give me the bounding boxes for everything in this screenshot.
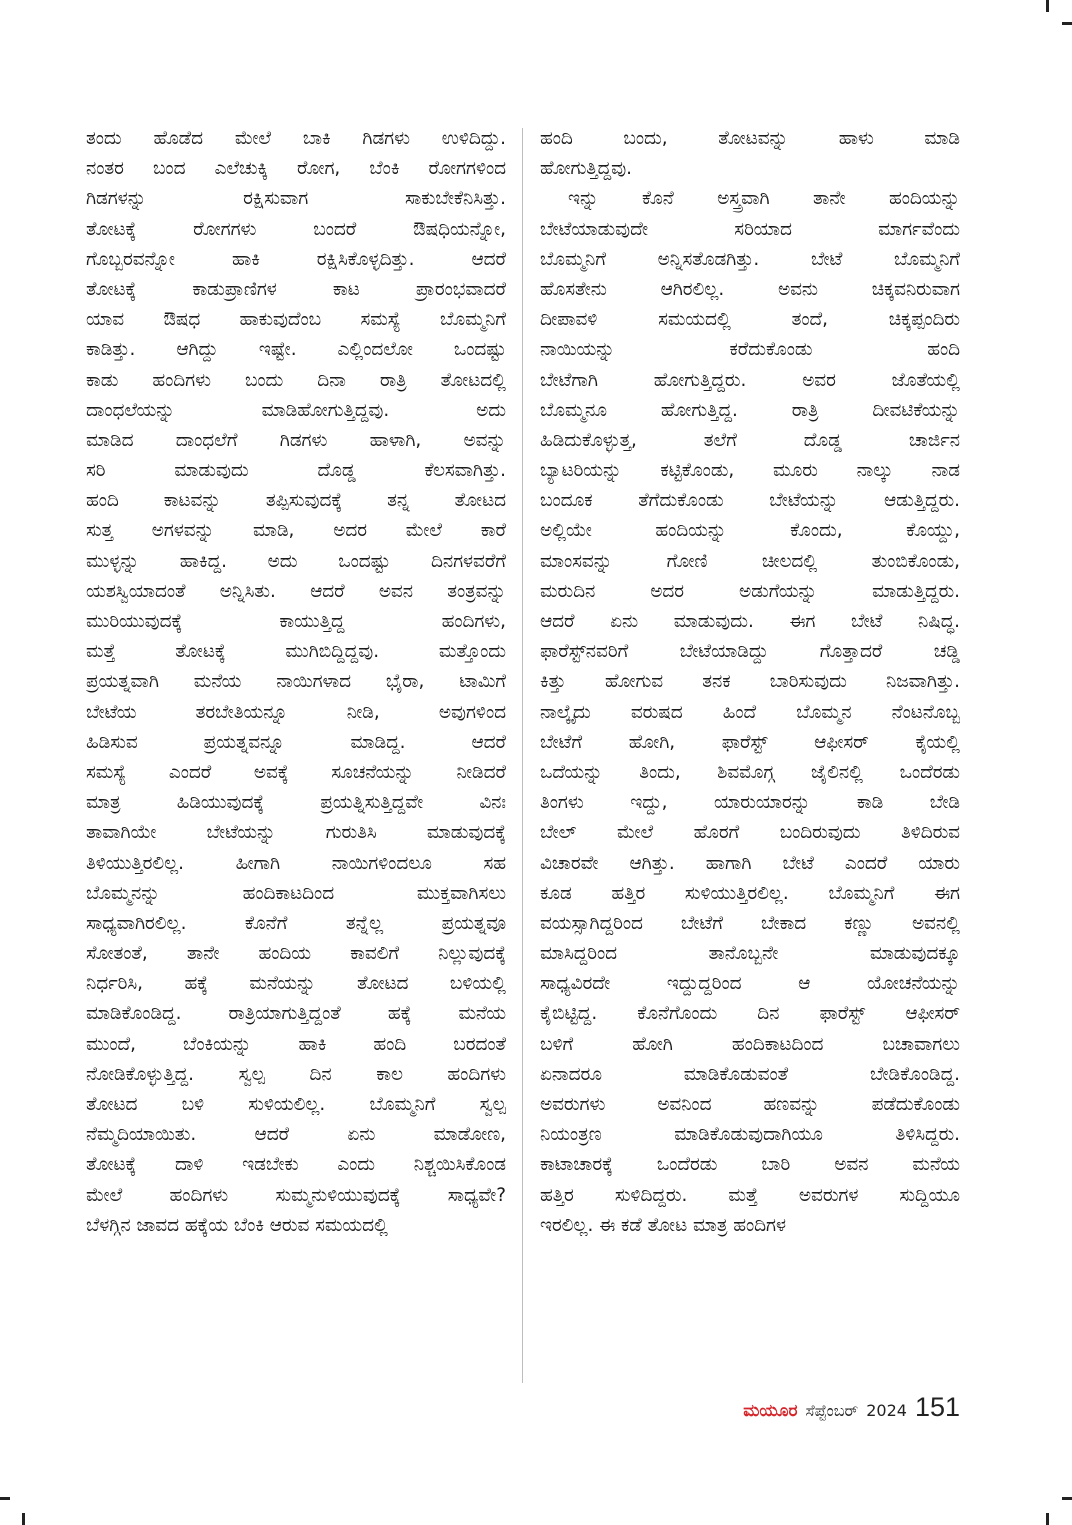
text-line: ಕಿತ್ತು ಹೋಗುವ ತನಕ ಬಾರಿಸುವುದು ನಿಜವಾಗಿತ್ತು. xyxy=(540,671,960,693)
text-line: ಕಾಡಿತ್ತು. ಆಗಿದ್ದು ಇಷ್ಟೇ. ಎಲ್ಲಿಂದಲೋ ಒಂದಷ್ಟು xyxy=(86,339,506,361)
text-line: ನಾಲ್ಕೈದು ವರುಷದ ಹಿಂದೆ ಬೊಮ್ಮನ ನೆಂಟನೊಬ್ಬ xyxy=(540,701,960,723)
text-line: ಬ್ಯಾಟರಿಯನ್ನು ಕಟ್ಟಿಕೊಂಡು, ಮೂರು ನಾಲ್ಕು ನಾಡ xyxy=(540,460,960,482)
text-line: ನಂತರ ಬಂದ ಎಲೆಚುಕ್ಕಿ ರೋಗ, ಬೆಂಕಿ ರೋಗಗಳಿಂದ xyxy=(86,158,506,180)
article-column-right xyxy=(540,124,960,1241)
text-line: ಯಶಸ್ವಿಯಾದಂತೆ ಅನ್ನಿಸಿತು. ಆದರೆ ಅವನ ತಂತ್ರವನ್ನು xyxy=(86,580,506,602)
text-line: ಆದರೆ ಏನು ಮಾಡುವುದು. ಈಗ ಬೇಟೆ ನಿಷಿದ್ಧ. xyxy=(540,611,960,632)
text-line: ಬೊಮ್ಮನನ್ನು ಹಂದಿಕಾಟದಿಂದ ಮುಕ್ತವಾಗಿಸಲು xyxy=(86,882,506,904)
text-line: ಹೋಗುತ್ತಿದ್ದವು. xyxy=(540,158,633,180)
text-line: ಗೊಬ್ಬರವನ್ನೋ ಹಾಕಿ ರಕ್ಷಿಸಿಕೊಳ್ಳದಿತ್ತು. ಆದರೆ xyxy=(86,248,506,270)
text-line: ಸುತ್ತ ಅಗಳವನ್ನು ಮಾಡಿ, ಅದರ ಮೇಲೆ ಕಾರೆ xyxy=(86,520,506,542)
text-line: ಬಂದೂಕ ತೆಗೆದುಕೊಂಡು ಬೇಟೆಯನ್ನು ಆಡುತ್ತಿದ್ದರು. xyxy=(540,490,960,512)
text-line: ಬೇಟೆಗೆ ಹೋಗಿ, ಫಾರೆಸ್ಟ್ ಆಫೀಸರ್ ಕೈಯಲ್ಲಿ xyxy=(540,731,960,753)
text-line: ಬಳಿಗೆ ಹೋಗಿ ಹಂದಿಕಾಟದಿಂದ ಬಚಾವಾಗಲು xyxy=(540,1033,960,1055)
text-line: ಬೇಟೆಗಾಗಿ ಹೋಗುತ್ತಿದ್ದರು. ಅವರ ಜೊತೆಯಲ್ಲಿ xyxy=(540,369,960,391)
text-line: ತೋಟಕ್ಕೆ ರೋಗಗಳು ಬಂದರೆ ಔಷಧಿಯನ್ನೋ, xyxy=(86,218,506,240)
text-line: ಹಂದಿ ಬಂದು, ತೋಟವನ್ನು ಹಾಳು ಮಾಡಿ xyxy=(540,128,960,149)
text-line: ನಾಯಿಯನ್ನು ಕರೆದುಕೊಂಡು ಹಂದಿ xyxy=(540,339,960,361)
text-line: ಅವರುಗಳು ಅವನಿಂದ ಹಣವನ್ನು ಪಡೆದುಕೊಂಡು xyxy=(540,1094,960,1115)
text-line: ಮಾಡಿದ ದಾಂಧಲೆಗೆ ಗಿಡಗಳು ಹಾಳಾಗಿ, ಅವನ್ನು xyxy=(86,429,506,451)
text-line: ಒದೆಯನ್ನು ತಿಂದು, ಶಿವಮೊಗ್ಗ ಜೈಲಿನಲ್ಲಿ ಒಂದೆರಡು xyxy=(540,761,960,783)
text-line: ಸೋತಂತೆ, ತಾನೇ ಹಂದಿಯ ಕಾವಲಿಗೆ ನಿಲ್ಲುವುದಕ್ಕೆ xyxy=(86,943,506,965)
text-line: ಕಾಟಾಚಾರಕ್ಕೆ ಒಂದೆರಡು ಬಾರಿ ಅವನ ಮನೆಯ xyxy=(540,1154,960,1176)
crop-mark xyxy=(1062,22,1072,25)
text-line: ಹತ್ತಿರ ಸುಳಿದಿದ್ದರು. ಮತ್ತೆ ಅವರುಗಳ ಸುದ್ದಿಯೂ xyxy=(540,1184,960,1206)
column-divider xyxy=(522,128,523,1383)
text-line: ಮತ್ತೆ ತೋಟಕ್ಕೆ ಮುಗಿಬಿದ್ದಿದ್ದವು. ಮತ್ತೊಂದು xyxy=(86,641,506,663)
text-line: ನೋಡಿಕೊಳ್ಳುತ್ತಿದ್ದ. ಸ್ವಲ್ಪ ದಿನ ಕಾಲ ಹಂದಿಗಳು xyxy=(86,1063,506,1085)
crop-mark xyxy=(1046,0,1049,12)
text-line: ತಾವಾಗಿಯೇ ಬೇಟೆಯನ್ನು ಗುರುತಿಸಿ ಮಾಡುವುದಕ್ಕೆ xyxy=(86,822,506,844)
text-line: ಬೊಮ್ಮನೂ ಹೋಗುತ್ತಿದ್ದ. ರಾತ್ರಿ ದೀವಟಿಕೆಯನ್ನು xyxy=(540,399,960,421)
text-line: ಮುಂದೆ, ಬೆಂಕಿಯನ್ನು ಹಾಕಿ ಹಂದಿ ಬರದಂತೆ xyxy=(86,1033,506,1055)
issue-year: 2024 xyxy=(866,1401,907,1420)
text-line: ಮುಳ್ಳನ್ನು ಹಾಕಿದ್ದ. ಅದು ಒಂದಷ್ಟು ದಿನಗಳವರೆಗೆ xyxy=(86,550,506,572)
text-line: ಇನ್ನು ಕೊನೆ ಅಸ್ತ್ರವಾಗಿ ತಾನೇ ಹಂದಿಯನ್ನು xyxy=(568,188,960,210)
text-line: ಸಾಧ್ಯವಿರದೇ ಇದ್ದುದ್ದರಿಂದ ಆ ಯೋಚನೆಯನ್ನು xyxy=(540,973,960,995)
text-line: ಹಿಡಿಸುವ ಪ್ರಯತ್ನವನ್ನೂ ಮಾಡಿದ್ದ. ಆದರೆ xyxy=(86,731,506,753)
text-line: ತಿಳಿಯುತ್ತಿರಲಿಲ್ಲ. ಹೀಗಾಗಿ ನಾಯಿಗಳಿಂದಲೂ ಸಹ xyxy=(86,852,506,874)
text-line: ತಂದು ಹೊಡೆದ ಮೇಲೆ ಬಾಕಿ ಗಿಡಗಳು ಉಳಿದಿದ್ದು. xyxy=(86,128,506,149)
text-line: ಕೈಬಿಟ್ಟಿದ್ದ. ಕೊನೆಗೊಂದು ದಿನ ಫಾರೆಸ್ಟ್ ಆಫೀಸರ್ xyxy=(540,1003,960,1025)
issue-month: ಸೆಪ್ಟೆಂಬರ್ xyxy=(805,1401,859,1420)
text-line: ಅಲ್ಲಿಯೇ ಹಂದಿಯನ್ನು ಕೊಂದು, ಕೊಯ್ದು, xyxy=(540,520,960,542)
text-line: ಹೊಸತೇನು ಆಗಿರಲಿಲ್ಲ. ಅವನು ಚಿಕ್ಕವನಿರುವಾಗ xyxy=(540,278,960,300)
text-line: ಮಾಡಿಕೊಂಡಿದ್ದ. ರಾತ್ರಿಯಾಗುತ್ತಿದ್ದಂತೆ ಹಕ್ಕೆ ಮನೆಯ xyxy=(86,1003,506,1025)
text-line: ಫಾರೆಸ್ಟ್‌ನವರಿಗೆ ಬೇಟೆಯಾಡಿದ್ದು ಗೊತ್ತಾದರೆ ಚಡ್ಡಿ xyxy=(540,641,960,663)
text-line: ಸಾಧ್ಯವಾಗಿರಲಿಲ್ಲ. ಕೊನೆಗೆ ತನ್ನೆಲ್ಲ ಪ್ರಯತ್ನವೂ xyxy=(86,912,506,934)
text-line: ಹಂದಿ ಕಾಟವನ್ನು ತಪ್ಪಿಸುವುದಕ್ಕೆ ತನ್ನ ತೋಟದ xyxy=(86,490,506,512)
text-line: ವಿಚಾರವೇ ಆಗಿತ್ತು. ಹಾಗಾಗಿ ಬೇಟೆ ಎಂದರೆ ಯಾರು xyxy=(540,852,960,874)
text-line: ಕೂಡ ಹತ್ತಿರ ಸುಳಿಯುತ್ತಿರಲಿಲ್ಲ. ಬೊಮ್ಮನಿಗೆ ಈಗ xyxy=(540,882,960,904)
crop-mark xyxy=(22,1513,25,1525)
crop-mark xyxy=(0,1497,10,1500)
text-line: ಸರಿ ಮಾಡುವುದು ದೊಡ್ಡ ಕೆಲಸವಾಗಿತ್ತು. xyxy=(86,460,506,482)
text-line: ಮರುದಿನ ಅದರ ಅಡುಗೆಯನ್ನು ಮಾಡುತ್ತಿದ್ದರು. xyxy=(540,580,960,602)
text-line: ಬೇಲ್ ಮೇಲೆ ಹೊರಗೆ ಬಂದಿರುವುದು ತಿಳಿದಿರುವ xyxy=(540,822,960,844)
article-column-left xyxy=(86,124,506,1241)
text-line: ಬೇಟೆಯ ತರಬೇತಿಯನ್ನೂ ನೀಡಿ, ಅವುಗಳಿಂದ xyxy=(86,701,506,723)
magazine-brand: ಮಯೂರ xyxy=(743,1401,798,1421)
text-line: ನಿರ್ಧರಿಸಿ, ಹಕ್ಕೆ ಮನೆಯನ್ನು ತೋಟದ ಬಳಿಯಲ್ಲಿ xyxy=(86,973,506,995)
text-line: ಬೊಮ್ಮನಿಗೆ ಅನ್ನಿಸತೊಡಗಿತ್ತು. ಬೇಟೆ ಬೊಮ್ಮನಿಗೆ xyxy=(540,248,960,270)
page-footer xyxy=(743,1392,960,1423)
page-number: 151 xyxy=(914,1392,960,1422)
text-line: ಬೆಳಗ್ಗಿನ ಜಾವದ ಹಕ್ಕೆಯ ಬೆಂಕಿ ಆರುವ ಸಮಯದಲ್ಲಿ xyxy=(86,1214,388,1236)
text-line: ತೋಟದ ಬಳಿ ಸುಳಿಯಲಿಲ್ಲ. ಬೊಮ್ಮನಿಗೆ ಸ್ವಲ್ಪ xyxy=(86,1094,506,1115)
text-line: ತೋಟಕ್ಕೆ ಕಾಡುಪ್ರಾಣಿಗಳ ಕಾಟ ಪ್ರಾರಂಭವಾದರೆ xyxy=(86,278,506,300)
text-line: ನಿಯಂತ್ರಣ ಮಾಡಿಕೊಡುವುದಾಗಿಯೂ ತಿಳಿಸಿದ್ದರು. xyxy=(540,1124,960,1146)
text-line: ಮೇಲೆ ಹಂದಿಗಳು ಸುಮ್ಮನುಳಿಯುವುದಕ್ಕೆ ಸಾಧ್ಯವೇ? xyxy=(86,1184,506,1206)
text-line: ತೋಟಕ್ಕೆ ದಾಳಿ ಇಡಬೇಕು ಎಂದು ನಿಶ್ಚಯಿಸಿಕೊಂಡ xyxy=(86,1154,506,1176)
text-line: ಗಿಡಗಳನ್ನು ರಕ್ಷಿಸುವಾಗ ಸಾಕುಬೇಕೆನಿಸಿತ್ತು. xyxy=(86,188,506,210)
crop-mark xyxy=(1046,1513,1049,1525)
text-line: ಮುರಿಯುವುದಕ್ಕೆ ಕಾಯುತ್ತಿದ್ದ ಹಂದಿಗಳು, xyxy=(86,611,506,632)
text-line: ದಾಂಧಲೆಯನ್ನು ಮಾಡಿಹೋಗುತ್ತಿದ್ದವು. ಅದು xyxy=(86,399,506,421)
text-line: ತಿಂಗಳು ಇದ್ದು, ಯಾರುಯಾರನ್ನು ಕಾಡಿ ಬೇಡಿ xyxy=(540,792,960,814)
text-line: ಬೇಟೆಯಾಡುವುದೇ ಸರಿಯಾದ ಮಾರ್ಗವೆಂದು xyxy=(540,218,960,240)
text-line: ಪ್ರಯತ್ನವಾಗಿ ಮನೆಯ ನಾಯಿಗಳಾದ ಭೈರಾ, ಟಾಮಿಗೆ xyxy=(86,671,506,693)
text-line: ಮಾಂಸವನ್ನು ಗೋಣಿ ಚೀಲದಲ್ಲಿ ತುಂಬಿಕೊಂಡು, xyxy=(540,550,960,572)
text-line: ಇರಲಿಲ್ಲ. ಈ ಕಡೆ ತೋಟ ಮಾತ್ರ ಹಂದಿಗಳ xyxy=(540,1214,786,1236)
text-line: ಯಾವ ಔಷಧ ಹಾಕುವುದೆಂಬ ಸಮಸ್ಯೆ ಬೊಮ್ಮನಿಗೆ xyxy=(86,309,506,331)
crop-mark xyxy=(1062,1497,1072,1500)
text-line: ವಯಸ್ಸಾಗಿದ್ದರಿಂದ ಬೇಟೆಗೆ ಬೇಕಾದ ಕಣ್ಣು ಅವನಲ್ಲಿ xyxy=(540,912,960,934)
text-line: ನೆಮ್ಮದಿಯಾಯಿತು. ಆದರೆ ಏನು ಮಾಡೋಣ, xyxy=(86,1124,506,1146)
text-line: ದೀಪಾವಳಿ ಸಮಯದಲ್ಲಿ ತಂದೆ, ಚಿಕ್ಕಪ್ಪಂದಿರು xyxy=(540,309,960,331)
text-line: ಸಮಸ್ಯೆ ಎಂದರೆ ಅವಕ್ಕೆ ಸೂಚನೆಯನ್ನು ನೀಡಿದರೆ xyxy=(86,761,506,783)
text-line: ಮಾತ್ರ ಹಿಡಿಯುವುದಕ್ಕೆ ಪ್ರಯತ್ನಿಸುತ್ತಿದ್ದವೇ ವಿನಃ xyxy=(86,792,506,814)
text-line: ಏನಾದರೂ ಮಾಡಿಕೊಡುವಂತೆ ಬೇಡಿಕೊಂಡಿದ್ದ. xyxy=(540,1063,960,1085)
text-line: ಕಾಡು ಹಂದಿಗಳು ಬಂದು ದಿನಾ ರಾತ್ರಿ ತೋಟದಲ್ಲಿ xyxy=(86,369,506,391)
text-line: ಮಾಸಿದ್ದರಿಂದ ತಾನೊಬ್ಬನೇ ಮಾಡುವುದಕ್ಕೂ xyxy=(540,943,960,965)
text-line: ಹಿಡಿದುಕೊಳ್ಳುತ್ತ, ತಲೆಗೆ ದೊಡ್ಡ ಚಾರ್ಜಿನ xyxy=(540,429,960,451)
